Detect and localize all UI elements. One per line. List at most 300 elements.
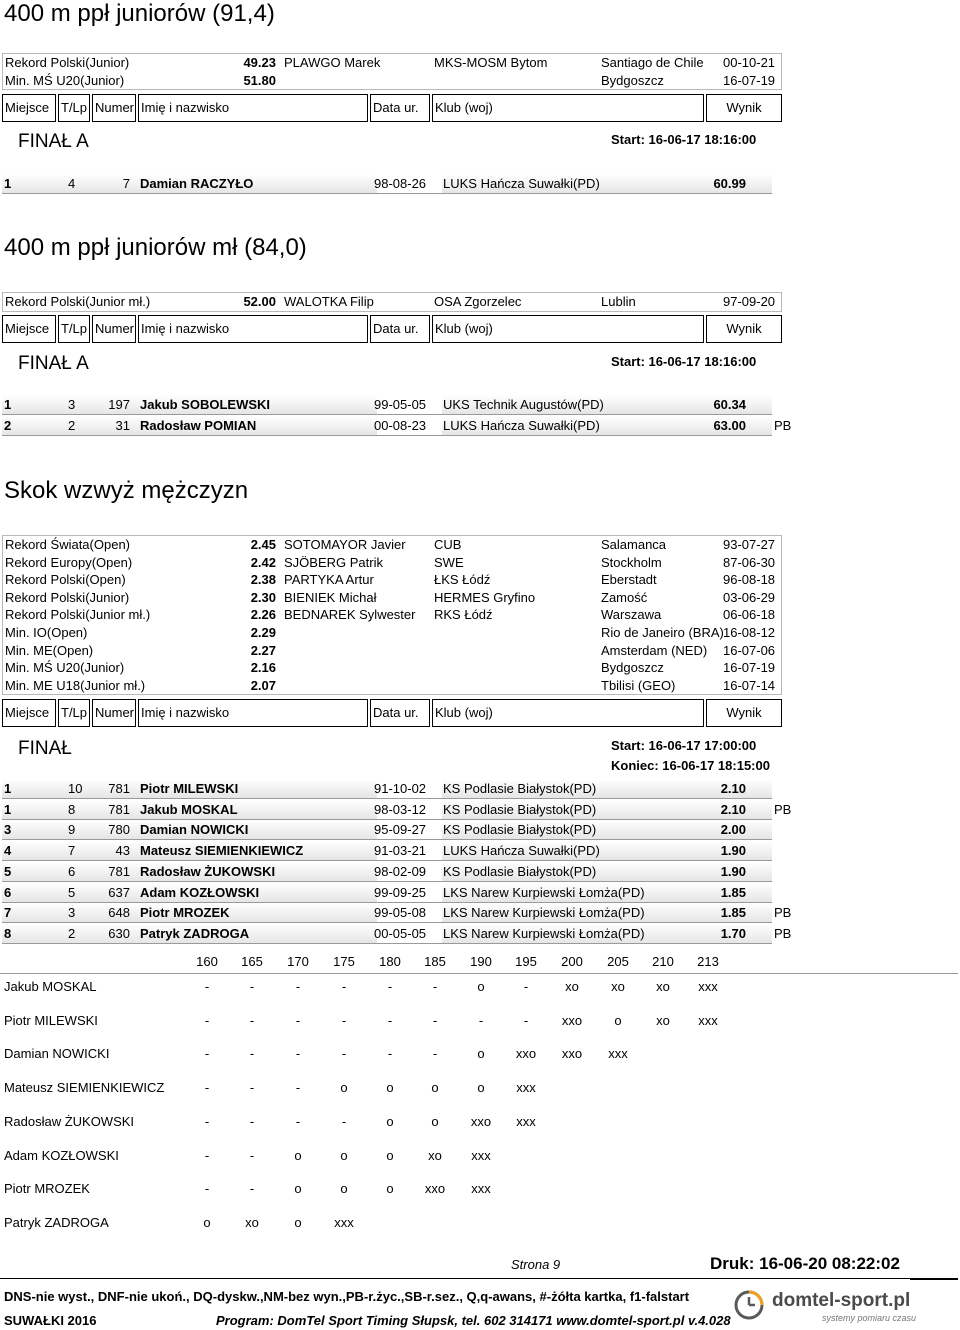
result-dob: 98-03-12	[374, 801, 427, 817]
record-club: OSA Zgorzelec	[434, 294, 522, 309]
end-time: Koniec: 16-06-17 18:15:00	[611, 758, 770, 773]
attempt-mark: -	[432, 1046, 438, 1062]
header-cell: T/Lp	[58, 699, 90, 727]
header-cell: Imię i nazwisko	[138, 699, 368, 727]
attempts-row	[0, 1046, 958, 1066]
attempt-mark: -	[295, 979, 301, 994]
record-row	[3, 589, 781, 607]
result-result: 2.10	[720, 781, 746, 796]
result-club: LUKS Hańcza Suwałki(PD)	[443, 176, 600, 191]
result-lane: 4	[68, 176, 76, 191]
result-place: 1	[4, 801, 12, 817]
header-cell: Numer	[92, 94, 136, 122]
event-title: Skok wzwyż mężczyzn	[4, 477, 249, 504]
result-name: Radosław ŻUKOWSKI	[140, 863, 276, 879]
attempt-mark: xxo	[470, 1113, 492, 1129]
attempt-mark: o	[340, 1147, 348, 1163]
result-lane: 2	[68, 925, 76, 941]
result-result: 1.85	[720, 905, 746, 921]
record-row	[3, 606, 781, 624]
record-athlete: BIENIEK Michał	[284, 589, 377, 605]
record-row	[3, 677, 781, 695]
record-row	[3, 659, 781, 677]
record-place: Bydgoszcz	[601, 72, 664, 88]
attempt-mark: xo	[611, 979, 625, 994]
record-athlete: PLAWGO Marek	[284, 55, 381, 70]
record-place: Bydgoszcz	[601, 660, 664, 676]
result-dob: 91-03-21	[374, 843, 427, 859]
attempt-mark: -	[204, 1113, 210, 1129]
result-num: 781	[108, 781, 130, 796]
result-club: KS Podlasie Białystok(PD)	[443, 863, 597, 879]
record-place: Lublin	[601, 294, 636, 309]
result-club: LUKS Hańcza Suwałki(PD)	[443, 843, 600, 859]
record-row	[3, 554, 781, 572]
attempt-mark: -	[249, 1080, 255, 1096]
attempts-row	[0, 1148, 958, 1168]
result-name: Piotr MROZEK	[140, 905, 230, 921]
event-title: 400 m ppł juniorów mł (84,0)	[4, 234, 307, 261]
attempt-mark: o	[477, 1080, 485, 1096]
attempt-mark: -	[432, 1012, 438, 1028]
attempt-mark: -	[295, 1113, 301, 1129]
record-value: 2.30	[250, 589, 276, 605]
attempt-mark: o	[386, 1181, 394, 1197]
attempt-mark: -	[387, 1012, 393, 1028]
record-name: Rekord Polski(Junior mł.)	[5, 607, 151, 623]
record-name: Rekord Polski(Junior)	[5, 589, 130, 605]
record-place: Stockholm	[601, 554, 662, 570]
header-cell: Imię i nazwisko	[138, 94, 368, 122]
result-lane: 6	[68, 863, 76, 879]
result-dob: 99-05-08	[374, 905, 427, 921]
attempt-mark: -	[341, 1012, 347, 1028]
result-club: KS Podlasie Białystok(PD)	[443, 822, 597, 838]
attempt-mark: xxo	[515, 1046, 537, 1062]
result-club: UKS Technik Augustów(PD)	[443, 397, 604, 412]
result-note: PB	[774, 801, 792, 817]
record-date: 87-06-30	[723, 554, 776, 570]
attempt-mark: -	[341, 1113, 347, 1129]
header-cell: Data ur.	[370, 315, 430, 343]
record-row	[3, 54, 781, 72]
attempt-mark: -	[523, 979, 529, 994]
row-separator	[2, 435, 772, 436]
result-name: Mateusz SIEMIENKIEWICZ	[140, 843, 304, 859]
attempt-mark: o	[477, 1046, 485, 1062]
start-time: Start: 16-06-17 18:16:00	[611, 132, 757, 147]
header-cell: Data ur.	[370, 699, 430, 727]
result-place: 3	[4, 822, 12, 838]
attempt-mark: -	[295, 1080, 301, 1096]
height-value: 190	[470, 954, 492, 969]
header-cell: Miejsce	[2, 699, 56, 727]
record-athlete: BEDNAREK Sylwester	[284, 607, 416, 623]
record-club: CUB	[434, 537, 462, 552]
attempt-mark: o	[386, 1147, 394, 1163]
record-name: Min. MŚ U20(Junior)	[5, 72, 125, 88]
attempt-mark: xxo	[561, 1012, 583, 1028]
header-cell: Miejsce	[2, 315, 56, 343]
event-location: SUWAŁKI 2016	[4, 1313, 97, 1328]
result-num: 7	[122, 176, 130, 191]
result-note: PB	[774, 417, 792, 433]
attempts-row	[0, 1114, 958, 1134]
records-table	[2, 535, 782, 695]
attempt-mark: o	[294, 1147, 302, 1163]
attempt-mark: -	[204, 1012, 210, 1028]
record-date: 00-10-21	[723, 55, 776, 70]
result-row	[2, 800, 792, 820]
result-lane: 5	[68, 884, 76, 900]
result-name: Patryk ZADROGA	[140, 925, 250, 941]
attempt-mark: -	[478, 1012, 484, 1028]
result-row	[2, 395, 772, 415]
result-row	[2, 862, 772, 882]
record-value: 2.29	[250, 624, 276, 640]
result-row	[2, 416, 792, 436]
table-header	[2, 699, 782, 727]
result-row	[2, 841, 772, 861]
result-lane: 9	[68, 822, 76, 838]
result-result: 60.99	[713, 176, 746, 191]
result-name: Jakub MOSKAL	[140, 801, 238, 817]
row-separator	[2, 193, 772, 194]
result-lane: 7	[68, 843, 76, 859]
attempt-mark: xxx	[334, 1214, 354, 1230]
result-place: 1	[4, 397, 12, 412]
record-value: 2.16	[250, 660, 276, 676]
record-name: Rekord Europy(Open)	[5, 554, 133, 570]
attempt-mark: xxo	[424, 1181, 446, 1197]
record-row	[3, 536, 781, 554]
result-num: 637	[108, 884, 130, 900]
attempt-mark: xo	[428, 1147, 442, 1163]
table-header	[2, 315, 782, 343]
start-time: Start: 16-06-17 17:00:00	[611, 738, 757, 753]
height-value: 180	[379, 954, 401, 969]
record-club: ŁKS Łódź	[434, 572, 491, 588]
attempts-athlete: Adam KOZŁOWSKI	[4, 1147, 119, 1163]
header-cell: Numer	[92, 699, 136, 727]
attempt-mark: xxx	[471, 1147, 491, 1163]
attempts-row	[0, 1181, 958, 1201]
result-row	[2, 820, 772, 840]
attempt-mark: o	[294, 1181, 302, 1197]
attempt-mark: o	[614, 1012, 622, 1028]
record-name: Min. ME(Open)	[5, 642, 94, 658]
attempts-row	[0, 1013, 958, 1033]
record-value: 2.27	[250, 642, 276, 658]
result-result: 60.34	[713, 397, 746, 412]
result-num: 780	[108, 822, 130, 838]
result-num: 43	[115, 843, 130, 859]
event-title: 400 m ppł juniorów (91,4)	[4, 0, 275, 27]
attempt-mark: xxx	[471, 1181, 491, 1197]
page-number: Strona 9	[511, 1257, 561, 1272]
record-row	[3, 293, 781, 311]
attempt-mark: -	[204, 1080, 210, 1096]
header-cell: Klub (woj)	[432, 94, 704, 122]
record-date: 16-08-12	[723, 624, 776, 640]
header-cell: T/Lp	[58, 94, 90, 122]
attempt-mark: o	[203, 1214, 211, 1230]
record-value: 2.45	[250, 537, 276, 552]
result-dob: 00-05-05	[374, 925, 427, 941]
result-lane: 10	[68, 781, 83, 796]
record-name: Min. MŚ U20(Junior)	[5, 660, 125, 676]
result-row	[2, 174, 772, 194]
header-cell: Miejsce	[2, 94, 56, 122]
result-dob: 99-05-05	[374, 397, 427, 412]
record-row	[3, 72, 781, 90]
result-num: 197	[108, 397, 130, 412]
footer-divider	[910, 1278, 958, 1280]
attempt-mark: xxx	[608, 1046, 628, 1062]
result-place: 6	[4, 884, 12, 900]
attempt-mark: -	[204, 1046, 210, 1062]
attempts-athlete: Mateusz SIEMIENKIEWICZ	[4, 1080, 165, 1096]
result-num: 781	[108, 863, 130, 879]
attempts-athlete: Piotr MILEWSKI	[4, 1012, 98, 1028]
heights-row	[0, 954, 958, 974]
record-club: HERMES Gryfino	[434, 589, 536, 605]
result-club: LUKS Hańcza Suwałki(PD)	[443, 417, 600, 433]
records-table	[2, 292, 782, 312]
record-date: 03-06-29	[723, 589, 776, 605]
result-dob: 00-08-23	[374, 417, 427, 433]
attempt-mark: o	[431, 1113, 439, 1129]
record-name: Rekord Świata(Open)	[5, 537, 130, 552]
attempt-mark: -	[249, 1147, 255, 1163]
height-value: 160	[196, 954, 218, 969]
record-row	[3, 571, 781, 589]
record-athlete: PARTYKA Artur	[284, 572, 374, 588]
logo-text: domtel-sport.pl	[772, 1290, 911, 1311]
result-club: LKS Narew Kurpiewski Łomża(PD)	[443, 905, 645, 921]
result-name: Damian NOWICKI	[140, 822, 249, 838]
record-row	[3, 642, 781, 660]
attempt-mark: -	[341, 1046, 347, 1062]
record-value: 51.80	[243, 72, 276, 88]
attempt-mark: -	[295, 1046, 301, 1062]
record-value: 2.07	[250, 677, 276, 693]
attempts-row	[0, 1215, 958, 1235]
result-place: 4	[4, 843, 12, 859]
record-date: 96-08-18	[723, 572, 776, 588]
record-club: SWE	[434, 554, 464, 570]
record-athlete: SJÖBERG Patrik	[284, 554, 383, 570]
result-row	[2, 903, 792, 923]
result-dob: 98-02-09	[374, 863, 427, 879]
record-value: 2.26	[250, 607, 276, 623]
result-place: 2	[4, 417, 12, 433]
height-value: 185	[424, 954, 446, 969]
result-place: 7	[4, 905, 12, 921]
record-value: 52.00	[243, 294, 276, 309]
header-cell: Wynik	[706, 315, 782, 343]
record-date: 16-07-14	[723, 677, 776, 693]
header-cell: T/Lp	[58, 315, 90, 343]
height-value: 175	[333, 954, 355, 969]
logo-clock-icon	[732, 1288, 766, 1322]
section-label: FINAŁ A	[18, 353, 89, 374]
header-cell: Wynik	[706, 94, 782, 122]
records-table	[2, 53, 782, 90]
result-club: LKS Narew Kurpiewski Łomża(PD)	[443, 884, 645, 900]
logo-subtitle: systemy pomiaru czasu	[822, 1313, 917, 1323]
attempt-mark: xxo	[561, 1046, 583, 1062]
result-row	[2, 883, 772, 903]
table-header	[2, 94, 782, 122]
result-num: 648	[108, 905, 130, 921]
record-place: Amsterdam (NED)	[601, 642, 708, 658]
row-separator	[2, 943, 772, 944]
result-result: 1.70	[720, 925, 746, 941]
attempt-mark: xo	[656, 1012, 670, 1028]
result-lane: 3	[68, 397, 76, 412]
record-name: Rekord Polski(Junior)	[5, 55, 130, 70]
attempt-mark: -	[387, 1046, 393, 1062]
record-name: Min. ME U18(Junior mł.)	[5, 677, 146, 693]
result-lane: 8	[68, 801, 76, 817]
record-name: Rekord Polski(Open)	[5, 572, 126, 588]
result-row	[2, 924, 792, 944]
attempt-mark: xxx	[516, 1080, 536, 1096]
attempt-mark: -	[249, 979, 255, 994]
record-date: 06-06-18	[723, 607, 776, 623]
attempt-mark: -	[204, 1147, 210, 1163]
result-num: 781	[108, 801, 130, 817]
result-result: 2.00	[720, 822, 746, 838]
record-value: 2.38	[250, 572, 276, 588]
result-num: 31	[115, 417, 130, 433]
attempt-mark: o	[431, 1080, 439, 1096]
section-label: FINAŁ A	[18, 131, 89, 152]
footer-divider	[0, 1278, 958, 1279]
result-name: Damian RACZYŁO	[140, 176, 254, 191]
result-name: Jakub SOBOLEWSKI	[140, 397, 271, 412]
height-value: 165	[241, 954, 263, 969]
attempt-mark: xxx	[698, 979, 718, 994]
header-cell: Imię i nazwisko	[138, 315, 368, 343]
attempt-mark: -	[249, 1012, 255, 1028]
attempt-mark: -	[204, 979, 210, 994]
attempt-mark: xxx	[516, 1113, 536, 1129]
result-lane: 3	[68, 905, 76, 921]
height-value: 210	[652, 954, 674, 969]
result-result: 63.00	[713, 417, 746, 433]
record-value: 49.23	[243, 55, 276, 70]
record-club: MKS-MOSM Bytom	[434, 55, 548, 70]
record-place: Tbilisi (GEO)	[601, 677, 676, 693]
result-row	[2, 779, 772, 799]
result-name: Adam KOZŁOWSKI	[140, 884, 260, 900]
result-club: KS Podlasie Białystok(PD)	[443, 801, 597, 817]
attempt-mark: xo	[565, 979, 579, 994]
record-date: 16-07-19	[723, 72, 776, 88]
record-row	[3, 624, 781, 642]
result-dob: 99-09-25	[374, 884, 427, 900]
record-place: Eberstadt	[601, 572, 657, 588]
result-club: LKS Narew Kurpiewski Łomża(PD)	[443, 925, 645, 941]
header-cell: Klub (woj)	[432, 699, 704, 727]
height-value: 170	[287, 954, 309, 969]
attempt-mark: o	[477, 979, 485, 994]
record-athlete: WALOTKA Filip	[284, 294, 374, 309]
attempt-mark: xxx	[698, 1012, 718, 1028]
attempts-athlete: Damian NOWICKI	[4, 1046, 110, 1062]
record-name: Rekord Polski(Junior mł.)	[5, 294, 151, 309]
record-place: Salamanca	[601, 537, 667, 552]
height-value: 205	[607, 954, 629, 969]
program-info: Program: DomTel Sport Timing Słupsk, tel. 602 314171 www.domtel-sport.pl v.4.028	[216, 1313, 731, 1328]
result-lane: 2	[68, 417, 76, 433]
record-date: 93-07-27	[723, 537, 776, 552]
height-value: 195	[515, 954, 537, 969]
attempt-mark: xo	[656, 979, 670, 994]
record-date: 16-07-06	[723, 642, 776, 658]
result-dob: 98-08-26	[374, 176, 427, 191]
attempts-row	[0, 1080, 958, 1100]
record-place: Warszawa	[601, 607, 662, 623]
attempt-mark: -	[295, 1012, 301, 1028]
attempt-mark: o	[386, 1080, 394, 1096]
result-result: 1.85	[720, 884, 746, 900]
attempts-row	[0, 979, 958, 999]
result-place: 1	[4, 781, 12, 796]
result-note: PB	[774, 905, 792, 921]
start-time: Start: 16-06-17 18:16:00	[611, 354, 757, 369]
result-result: 1.90	[720, 843, 746, 859]
legend-text: DNS-nie wyst., DNF-nie ukoń., DQ-dyskw.,NM-bez wyn.,PB-r.życ.,SB-r.sez., Q,q-awans, #-żółta kartka, f1-falstart	[4, 1289, 690, 1304]
result-result: 2.10	[720, 801, 746, 817]
attempt-mark: -	[204, 1181, 210, 1197]
attempt-mark: -	[387, 979, 393, 994]
header-cell: Wynik	[706, 699, 782, 727]
record-date: 97-09-20	[723, 294, 776, 309]
attempt-mark: o	[340, 1080, 348, 1096]
result-place: 1	[4, 176, 12, 191]
height-value: 200	[561, 954, 583, 969]
result-name: Radosław POMIAN	[140, 417, 257, 433]
attempt-mark: o	[340, 1181, 348, 1197]
record-name: Min. IO(Open)	[5, 624, 88, 640]
result-num: 630	[108, 925, 130, 941]
result-dob: 95-09-27	[374, 822, 427, 838]
attempts-athlete: Patryk ZADROGA	[4, 1214, 109, 1230]
result-note: PB	[774, 925, 792, 941]
record-place: Zamość	[601, 589, 648, 605]
record-place: Rio de Janeiro (BRA)	[601, 624, 724, 640]
record-value: 2.42	[250, 554, 276, 570]
height-value: 213	[697, 954, 719, 969]
attempt-mark: o	[294, 1214, 302, 1230]
attempt-mark: -	[249, 1181, 255, 1197]
attempts-athlete: Piotr MROZEK	[4, 1181, 90, 1197]
attempt-mark: -	[249, 1046, 255, 1062]
attempt-mark: -	[249, 1113, 255, 1129]
attempts-athlete: Radosław ŻUKOWSKI	[4, 1113, 135, 1129]
result-club: KS Podlasie Białystok(PD)	[443, 781, 597, 796]
header-cell: Numer	[92, 315, 136, 343]
result-place: 8	[4, 925, 12, 941]
result-place: 5	[4, 863, 12, 879]
attempt-mark: -	[341, 979, 347, 994]
attempts-athlete: Jakub MOSKAL	[4, 979, 97, 994]
print-date: Druk: 16-06-20 08:22:02	[710, 1254, 900, 1273]
section-label: FINAŁ	[18, 738, 72, 759]
